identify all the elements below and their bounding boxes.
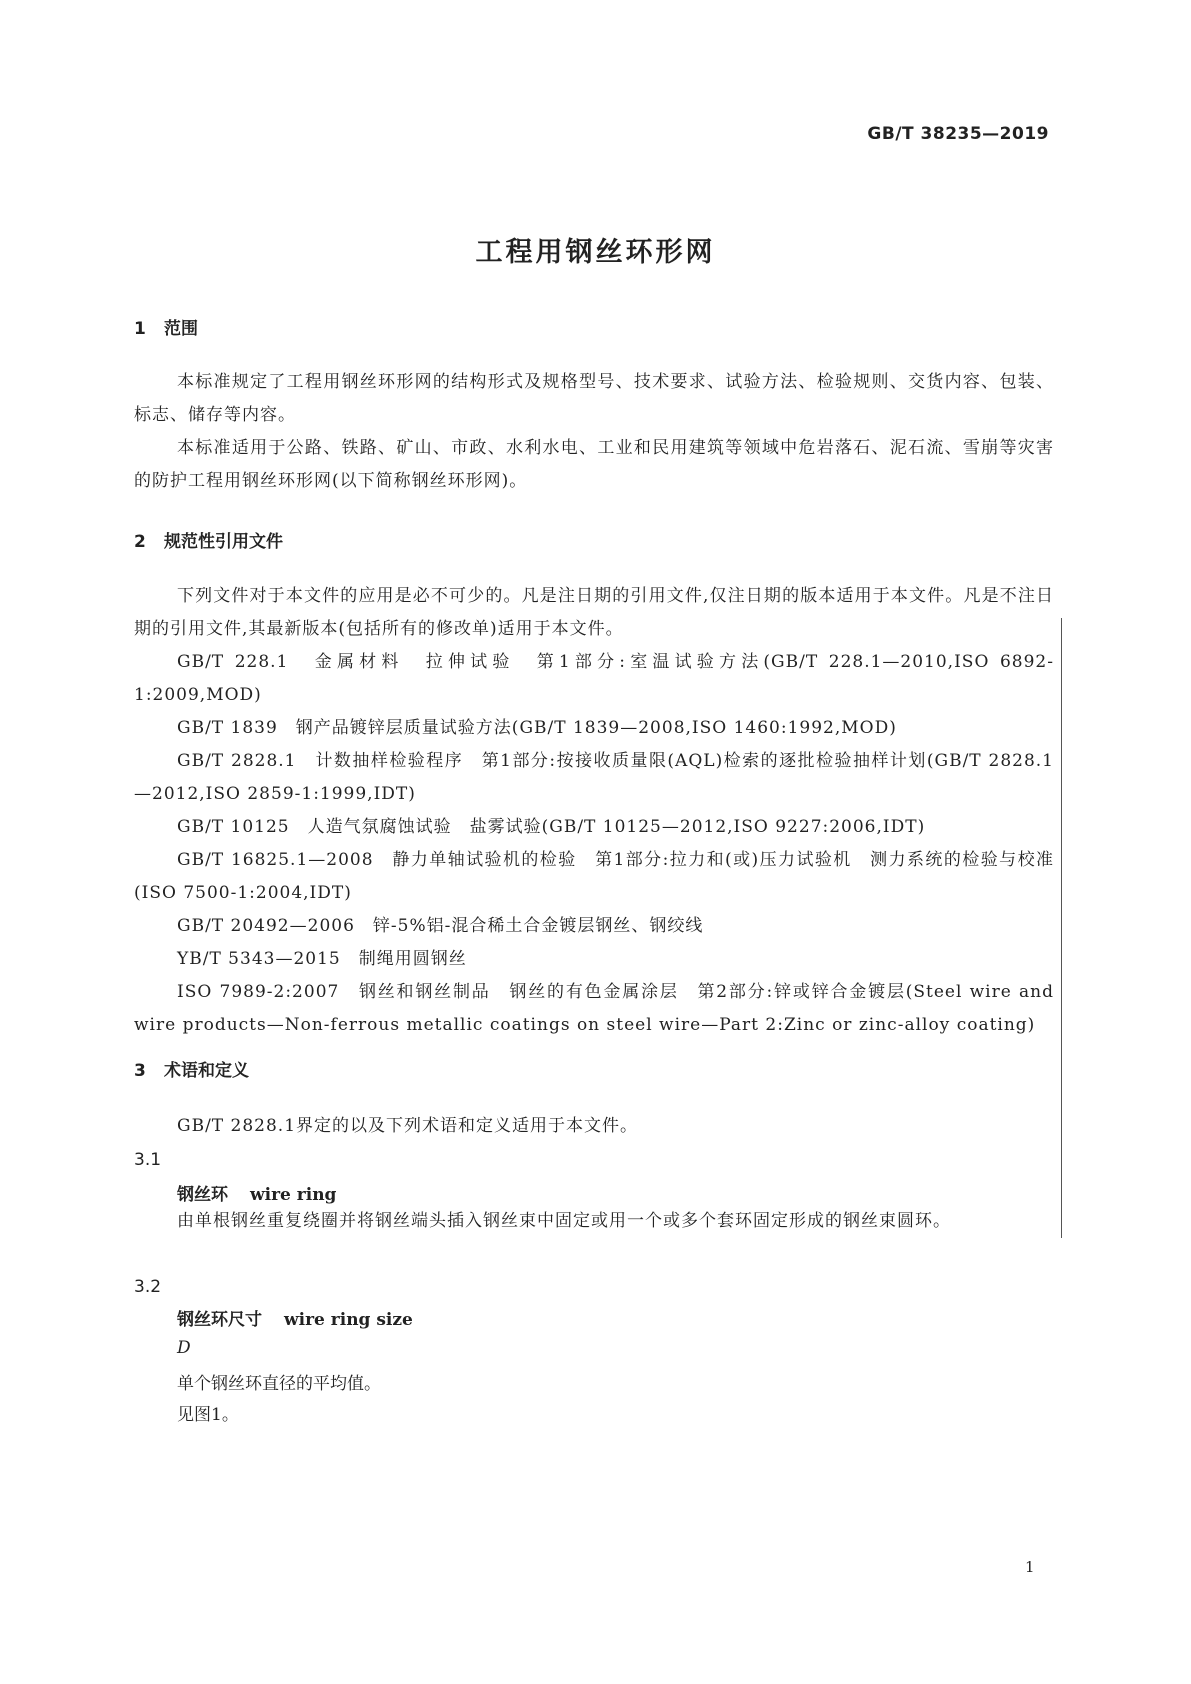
section-body-normative-references xyxy=(134,580,1054,1042)
reference-item: YB/T 5343—2015 制绳用圆钢丝 xyxy=(177,949,467,969)
term-name-en: wire ring size xyxy=(284,1310,413,1330)
term-note: 见图1。 xyxy=(177,1405,239,1425)
section-heading-normative-references xyxy=(134,527,283,552)
term-definition: 单个钢丝环直径的平均值。 xyxy=(177,1374,381,1394)
term-number: 3.2 xyxy=(134,1277,162,1297)
paragraph: 下列文件对于本文件的应用是必不可少的。凡是注日期的引用文件,仅注日期的版本适用于本文件。凡是不注日期的引用文件,其最新版本(包括所有的修改单)适用于本文件。 xyxy=(134,586,1054,639)
term-definition-block xyxy=(134,1205,1054,1238)
page-number: 1 xyxy=(1025,1558,1035,1576)
section-heading-terms xyxy=(134,1056,249,1081)
section-title: 范围 xyxy=(164,319,198,339)
term-name-en: wire ring xyxy=(250,1185,337,1205)
section-body-scope xyxy=(134,366,1054,498)
term-number: 3.1 xyxy=(134,1150,162,1170)
term-definition: 由单根钢丝重复绕圈并将钢丝端头插入钢丝束中固定或用一个或多个套环固定形成的钢丝束圆环。 xyxy=(177,1211,951,1231)
section-title: 规范性引用文件 xyxy=(164,532,283,552)
section-title: 术语和定义 xyxy=(164,1061,249,1081)
paragraph: 本标准适用于公路、铁路、矿山、市政、水利水电、工业和民用建筑等领域中危岩落石、泥石流、雪崩等灾害的防护工程用钢丝环形网(以下简称钢丝环形网)。 xyxy=(134,438,1054,491)
standard-number: GB/T 38235—2019 xyxy=(867,124,1049,144)
term-heading xyxy=(177,1180,336,1205)
term-symbol: D xyxy=(177,1338,191,1358)
term-name-cn: 钢丝环 xyxy=(177,1185,228,1205)
reference-item: GB/T 1839 钢产品镀锌层质量试验方法(GB/T 1839—2008,ISO 1460:1992,MOD) xyxy=(177,718,897,738)
reference-item: GB/T 2828.1 计数抽样检验程序 第1部分:按接收质量限(AQL)检索的逐批检验抽样计划(GB/T 2828.1—2012,ISO 2859-1:1999,IDT) xyxy=(134,751,1054,804)
term-heading xyxy=(177,1305,413,1330)
paragraph: GB/T 2828.1界定的以及下列术语和定义适用于本文件。 xyxy=(177,1116,639,1136)
reference-item: GB/T 16825.1—2008 静力单轴试验机的检验 第1部分:拉力和(或)压力试验机 测力系统的检验与校准(ISO 7500-1:2004,IDT) xyxy=(134,850,1054,903)
reference-item: ISO 7989-2:2007 钢丝和钢丝制品 钢丝的有色金属涂层 第2部分:锌或锌合金镀层(Steel wire and wire products—Non-ferrous metallic coatings on steel wire—Part 2:Zinc or zinc-alloy coating) xyxy=(134,982,1054,1035)
reference-item: GB/T 10125 人造气氛腐蚀试验 盐雾试验(GB/T 10125—2012,ISO 9227:2006,IDT) xyxy=(177,817,926,837)
revision-bar xyxy=(1061,618,1062,1238)
section-number: 3 xyxy=(134,1061,146,1081)
paragraph: 本标准规定了工程用钢丝环形网的结构形式及规格型号、技术要求、试验方法、检验规则、交货内容、包装、标志、储存等内容。 xyxy=(134,372,1054,425)
section-number: 2 xyxy=(134,532,146,552)
section-number: 1 xyxy=(134,319,146,339)
reference-item: GB/T 228.1 金属材料 拉伸试验 第1部分:室温试验方法(GB/T 228.1—2010,ISO 6892-1:2009,MOD) xyxy=(134,652,1054,705)
term-name-cn: 钢丝环尺寸 xyxy=(177,1310,262,1330)
section-heading-scope xyxy=(134,314,198,339)
document-title: 工程用钢丝环形网 xyxy=(475,237,716,268)
section-body-terms xyxy=(134,1110,1054,1143)
reference-item: GB/T 20492—2006 锌-5%铝-混合稀土合金镀层钢丝、钢绞线 xyxy=(177,916,704,936)
